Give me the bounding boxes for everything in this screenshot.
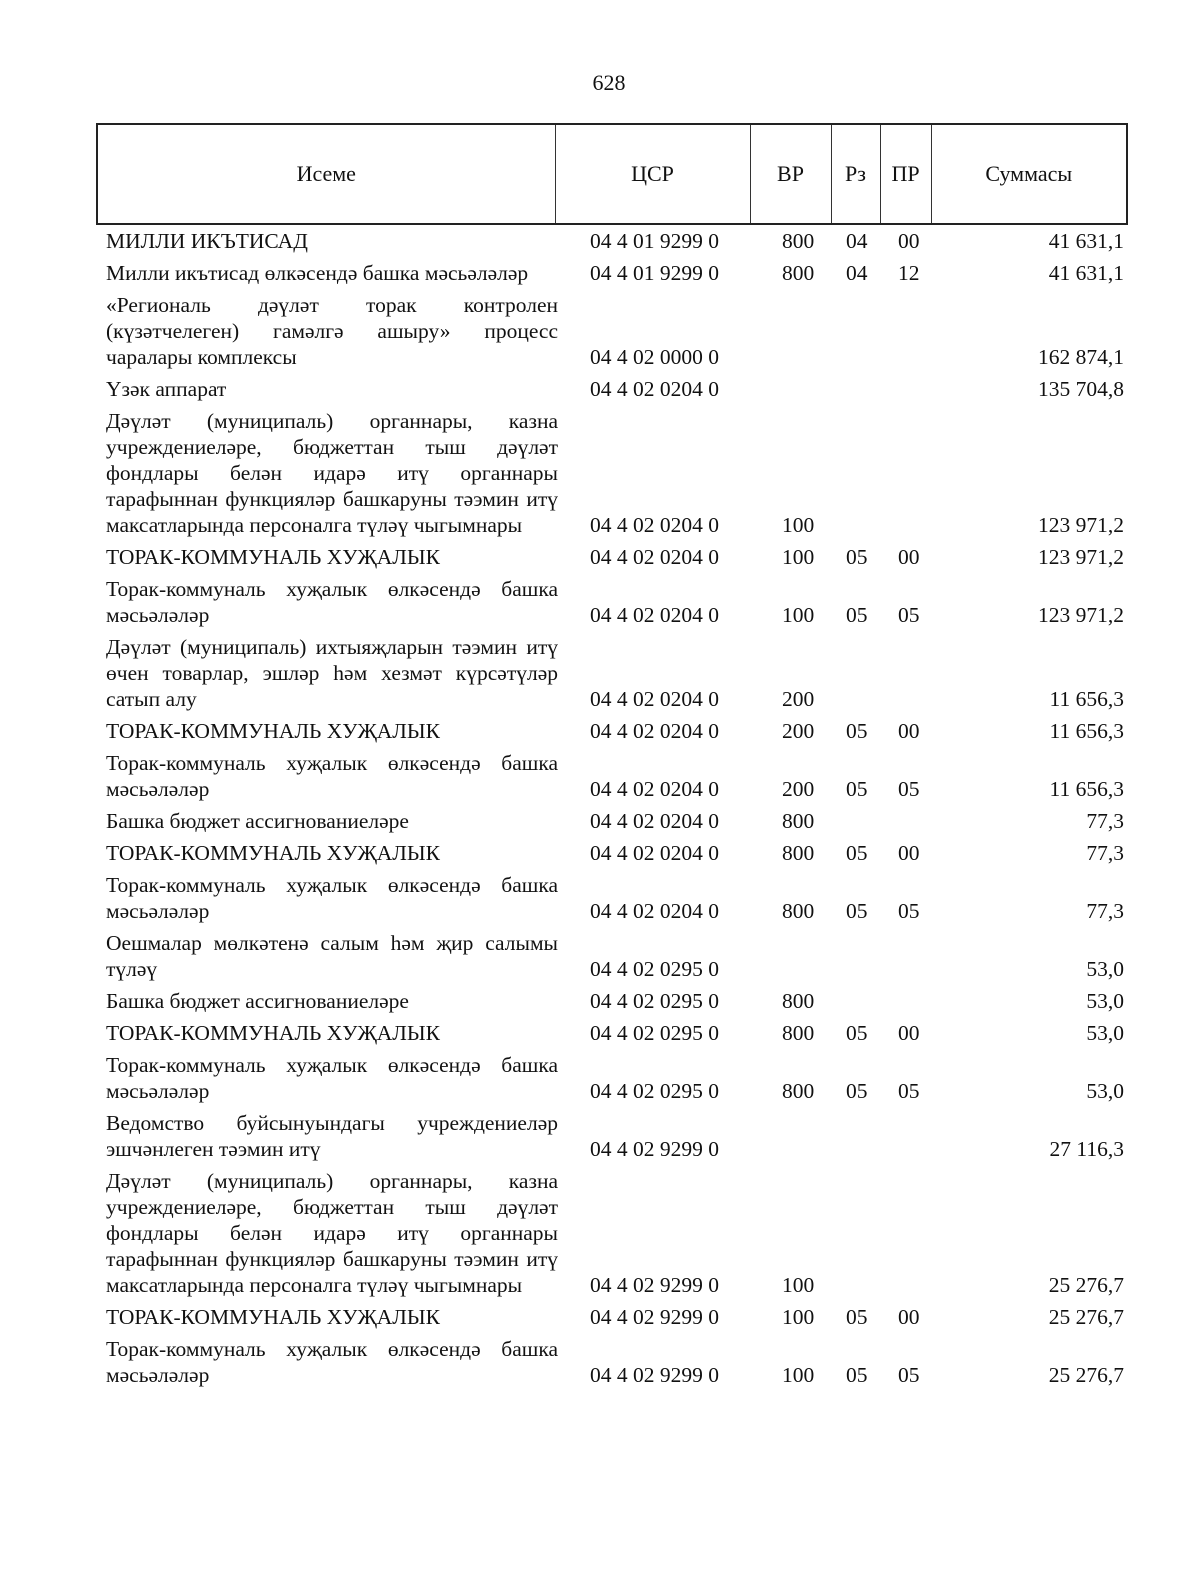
row-vr: 800 xyxy=(782,261,815,285)
table-row xyxy=(96,988,1136,1014)
row-sum: 123 971,2 xyxy=(1038,545,1124,569)
row-sum: 53,0 xyxy=(1086,957,1124,981)
row-sum: 53,0 xyxy=(1086,1079,1124,1103)
row-vr: 100 xyxy=(782,603,815,627)
row-name: МИЛЛИ ИКЪТИСАД xyxy=(106,229,308,253)
row-sum: 53,0 xyxy=(1086,989,1124,1013)
row-pr: 05 xyxy=(898,1079,920,1103)
row-vr: 200 xyxy=(782,687,815,711)
row-sum: 135 704,8 xyxy=(1038,377,1124,401)
row-pr: 00 xyxy=(898,841,920,865)
row-csr: 04 4 01 9299 0 xyxy=(590,229,719,253)
row-rz: 04 xyxy=(846,229,868,253)
row-rz: 05 xyxy=(846,1021,868,1045)
row-name: Торак-коммуналь хуҗалык өлкәсендә башка мәсьәләләр xyxy=(106,751,558,801)
row-rz: 05 xyxy=(846,545,868,569)
table-row xyxy=(96,1020,1136,1046)
table-row xyxy=(96,872,1136,924)
row-name: Дәүләт (муниципаль) ихтыяҗларын тәэмин итү өчен товарлар, эшләр һәм хезмәт күрсәтүләр сатып алу xyxy=(106,635,558,711)
row-sum: 123 971,2 xyxy=(1038,513,1124,537)
row-pr: 05 xyxy=(898,603,920,627)
header-name: Исеме xyxy=(97,124,555,224)
page-number: 628 xyxy=(592,70,626,95)
row-rz: 05 xyxy=(846,1079,868,1103)
row-sum: 77,3 xyxy=(1086,809,1124,833)
row-rz: 05 xyxy=(846,1305,868,1329)
row-vr: 200 xyxy=(782,719,815,743)
row-name: ТОРАК-КОММУНАЛЬ ХУҖАЛЫК xyxy=(106,841,440,865)
row-csr: 04 4 02 0204 0 xyxy=(590,899,719,923)
row-name: ТОРАК-КОММУНАЛЬ ХУҖАЛЫК xyxy=(106,719,440,743)
row-csr: 04 4 02 9299 0 xyxy=(590,1273,719,1297)
row-sum: 53,0 xyxy=(1086,1021,1124,1045)
header-rz: Рз xyxy=(831,124,880,224)
row-csr: 04 4 02 9299 0 xyxy=(590,1363,719,1387)
table-row xyxy=(96,840,1136,866)
table-row xyxy=(96,750,1136,802)
row-csr: 04 4 02 0204 0 xyxy=(590,841,719,865)
table-row xyxy=(96,376,1136,402)
row-sum: 25 276,7 xyxy=(1048,1363,1124,1387)
table-row xyxy=(96,1304,1136,1330)
row-name: Дәүләт (муниципаль) органнары, казна учреждениеләре, бюджеттан тыш дәүләт фондлары белән идарә итү органнары тарафыннан функцияләр башкаруны тәэмин итү максатларында персоналга түләү чыгымнары xyxy=(106,1169,558,1297)
table-row xyxy=(96,1052,1136,1104)
table-row xyxy=(96,260,1136,286)
row-name: Үзәк аппарат xyxy=(106,377,227,401)
row-csr: 04 4 02 9299 0 xyxy=(590,1305,719,1329)
row-sum: 41 631,1 xyxy=(1048,229,1124,253)
row-vr: 200 xyxy=(782,777,815,801)
row-csr: 04 4 02 0295 0 xyxy=(590,989,719,1013)
row-sum: 11 656,3 xyxy=(1049,777,1124,801)
row-csr: 04 4 02 0204 0 xyxy=(590,513,719,537)
row-sum: 27 116,3 xyxy=(1049,1137,1124,1161)
header-csr: ЦСР xyxy=(555,124,750,224)
row-csr: 04 4 02 0000 0 xyxy=(590,345,719,369)
row-vr: 100 xyxy=(782,1305,815,1329)
table-row xyxy=(96,292,1136,370)
table-row xyxy=(96,808,1136,834)
table-row xyxy=(96,1110,1136,1162)
header-pr: ПР xyxy=(880,124,931,224)
row-name: Ведомство буйсынуындагы учреждениеләр эшчәнлеген тәэмин итү xyxy=(106,1111,558,1161)
row-rz: 05 xyxy=(846,603,868,627)
row-vr: 800 xyxy=(782,989,815,1013)
row-vr: 800 xyxy=(782,809,815,833)
row-vr: 800 xyxy=(782,1021,815,1045)
row-pr: 05 xyxy=(898,899,920,923)
row-name: Милли икътисад өлкәсендә башка мәсьәләләр xyxy=(106,261,529,285)
table-header xyxy=(96,123,1128,225)
row-pr: 12 xyxy=(898,261,920,285)
row-rz: 04 xyxy=(846,261,868,285)
row-name: Башка бюджет ассигнованиеләре xyxy=(106,989,409,1013)
row-csr: 04 4 02 0204 0 xyxy=(590,603,719,627)
table-row xyxy=(96,228,1136,254)
row-csr: 04 4 02 0204 0 xyxy=(590,687,719,711)
table-row xyxy=(96,576,1136,628)
row-csr: 04 4 01 9299 0 xyxy=(590,261,719,285)
row-name: Дәүләт (муниципаль) органнары, казна учреждениеләре, бюджеттан тыш дәүләт фондлары белән идарә итү органнары тарафыннан функцияләр башкаруны тәэмин итү максатларында персоналга түләү чыгымнары xyxy=(106,409,558,537)
table-row xyxy=(96,718,1136,744)
row-vr: 800 xyxy=(782,841,815,865)
row-sum: 25 276,7 xyxy=(1048,1305,1124,1329)
row-csr: 04 4 02 0295 0 xyxy=(590,1021,719,1045)
row-sum: 11 656,3 xyxy=(1049,687,1124,711)
header-sum: Суммасы xyxy=(931,124,1127,224)
row-vr: 100 xyxy=(782,1363,815,1387)
table-row xyxy=(96,544,1136,570)
row-vr: 800 xyxy=(782,1079,815,1103)
row-name: Торак-коммуналь хуҗалык өлкәсендә башка мәсьәләләр xyxy=(106,1053,558,1103)
row-name: Торак-коммуналь хуҗалык өлкәсендә башка мәсьәләләр xyxy=(106,577,558,627)
row-csr: 04 4 02 0204 0 xyxy=(590,545,719,569)
row-csr: 04 4 02 0204 0 xyxy=(590,377,719,401)
row-pr: 00 xyxy=(898,719,920,743)
row-vr: 800 xyxy=(782,899,815,923)
row-name: Оешмалар мөлкәтенә салым һәм җир салымы түләү xyxy=(106,931,558,981)
row-csr: 04 4 02 9299 0 xyxy=(590,1137,719,1161)
row-vr: 100 xyxy=(782,513,815,537)
row-name: ТОРАК-КОММУНАЛЬ ХУҖАЛЫК xyxy=(106,545,440,569)
table-row xyxy=(96,930,1136,982)
row-name: Торак-коммуналь хуҗалык өлкәсендә башка мәсьәләләр xyxy=(106,873,558,923)
row-rz: 05 xyxy=(846,841,868,865)
table-row xyxy=(96,408,1136,538)
row-vr: 800 xyxy=(782,229,815,253)
row-sum: 25 276,7 xyxy=(1048,1273,1124,1297)
table-row xyxy=(96,1336,1136,1388)
row-sum: 123 971,2 xyxy=(1038,603,1124,627)
row-pr: 00 xyxy=(898,229,920,253)
table-row xyxy=(96,634,1136,712)
row-rz: 05 xyxy=(846,899,868,923)
row-vr: 100 xyxy=(782,1273,815,1297)
row-name: «Региональ дәүләт торак контролен (күзәтчелеген) гамәлгә ашыру» процесс чаралары комплексы xyxy=(106,293,558,369)
row-csr: 04 4 02 0204 0 xyxy=(590,777,719,801)
row-vr: 100 xyxy=(782,545,815,569)
row-csr: 04 4 02 0295 0 xyxy=(590,1079,719,1103)
row-csr: 04 4 02 0295 0 xyxy=(590,957,719,981)
row-name: Торак-коммуналь хуҗалык өлкәсендә башка мәсьәләләр xyxy=(106,1337,558,1387)
row-pr: 00 xyxy=(898,1305,920,1329)
row-pr: 00 xyxy=(898,1021,920,1045)
row-rz: 05 xyxy=(846,719,868,743)
row-pr: 00 xyxy=(898,545,920,569)
row-rz: 05 xyxy=(846,1363,868,1387)
row-sum: 77,3 xyxy=(1086,899,1124,923)
row-csr: 04 4 02 0204 0 xyxy=(590,809,719,833)
row-rz: 05 xyxy=(846,777,868,801)
row-sum: 11 656,3 xyxy=(1049,719,1124,743)
row-sum: 41 631,1 xyxy=(1048,261,1124,285)
row-pr: 05 xyxy=(898,777,920,801)
row-pr: 05 xyxy=(898,1363,920,1387)
row-csr: 04 4 02 0204 0 xyxy=(590,719,719,743)
row-sum: 162 874,1 xyxy=(1038,345,1124,369)
row-name: Башка бюджет ассигнованиеләре xyxy=(106,809,409,833)
row-name: ТОРАК-КОММУНАЛЬ ХУҖАЛЫК xyxy=(106,1305,440,1329)
header-vr: ВР xyxy=(750,124,831,224)
row-name: ТОРАК-КОММУНАЛЬ ХУҖАЛЫК xyxy=(106,1021,440,1045)
table-body xyxy=(96,228,1136,1394)
row-sum: 77,3 xyxy=(1086,841,1124,865)
table-row xyxy=(96,1168,1136,1298)
